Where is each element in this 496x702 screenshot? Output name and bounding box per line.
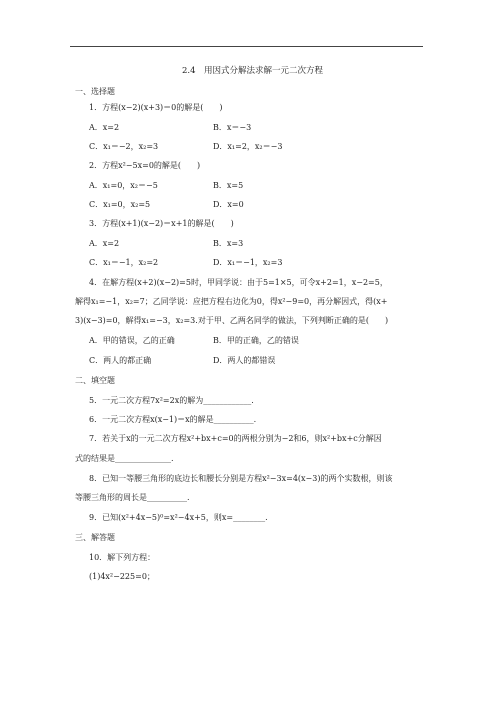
question-8-line-1: 8．已知一等腰三角形的底边长和腰长分别是方程x²−3x=4(x−3)的两个实数根，则该: [89, 474, 393, 483]
q4-option-b: B．甲的正确，乙的错误: [213, 336, 299, 345]
q4-option-a: A．甲的错误，乙的正确: [89, 336, 175, 345]
q1-option-c: C．x₁＝−2，x₂=3: [89, 142, 159, 151]
q3-option-c: C．x₁＝−1，x₂=2: [89, 258, 159, 267]
question-7-line-1: 7．若关于x的一元二次方程x²+bx+c=0的两根分别为−2和6，则x²+bx+c分解因: [89, 434, 382, 443]
section-heading-answer: 三、解答题: [75, 533, 115, 542]
q1-option-d: D．x₁=2，x₂＝−3: [213, 142, 283, 151]
q2-option-a: A．x₁=0，x₂＝−5: [89, 181, 158, 190]
q4-option-d: D．两人的都错误: [213, 356, 276, 365]
question-4-line-2: 解得x₁=−1，x₂=7；乙同学说：应把方程右边化为0，得x²−9=0，再分解因式，得(x+: [75, 297, 388, 306]
question-1: 1．方程(x−2)(x+3)＝0的解是( ): [89, 103, 223, 112]
question-8-line-2: 等腰三角形的周长是__________.: [75, 493, 190, 502]
q3-option-b: B．x=3: [213, 239, 244, 248]
question-4-line-3: 3)(x−3)=0，解得x₁=−3，x₂=3.对于甲、乙两名同学的做法，下列判断正确的是( ): [75, 316, 389, 325]
section-heading-choice: 一、选择题: [75, 87, 115, 96]
q2-option-b: B．x=5: [213, 181, 244, 190]
section-heading-fill: 二、填空题: [75, 376, 115, 385]
q4-option-c: C．两人的都正确: [89, 356, 152, 365]
question-9: 9．已知(x²+4x−5)⁰=x²−4x+5，则x=________.: [89, 513, 268, 522]
question-7-line-2: 式的结果是______________.: [75, 454, 174, 463]
question-6: 6．一元二次方程x(x−1)＝x的解是__________.: [89, 415, 257, 424]
doc-title: 2.4 用因式分解法求解一元二次方程: [182, 66, 324, 76]
question-10-part-1: (1)4x²−225=0；: [89, 572, 155, 581]
question-10: 10．解下列方程：: [89, 553, 156, 562]
question-5: 5．一元二次方程7x²=2x的解为____________.: [89, 396, 254, 405]
q3-option-d: D．x₁＝−1，x₂=3: [213, 258, 283, 267]
question-3: 3．方程(x+1)(x−2)＝x+1的解是( ): [89, 219, 234, 228]
q3-option-a: A．x=2: [89, 239, 120, 248]
question-4-line-1: 4．在解方程(x+2)(x−2)=5时，甲同学说：由于5=1×5，可令x+2=1，x−2=5，: [89, 278, 388, 287]
q1-option-b: B．x＝−3: [213, 123, 252, 132]
q2-option-d: D．x=0: [213, 200, 244, 209]
q1-option-a: A．x=2: [89, 123, 120, 132]
question-2: 2．方程x²−5x=0的解是( ): [89, 161, 201, 170]
q2-option-c: C．x₁=0，x₂=5: [89, 200, 151, 209]
